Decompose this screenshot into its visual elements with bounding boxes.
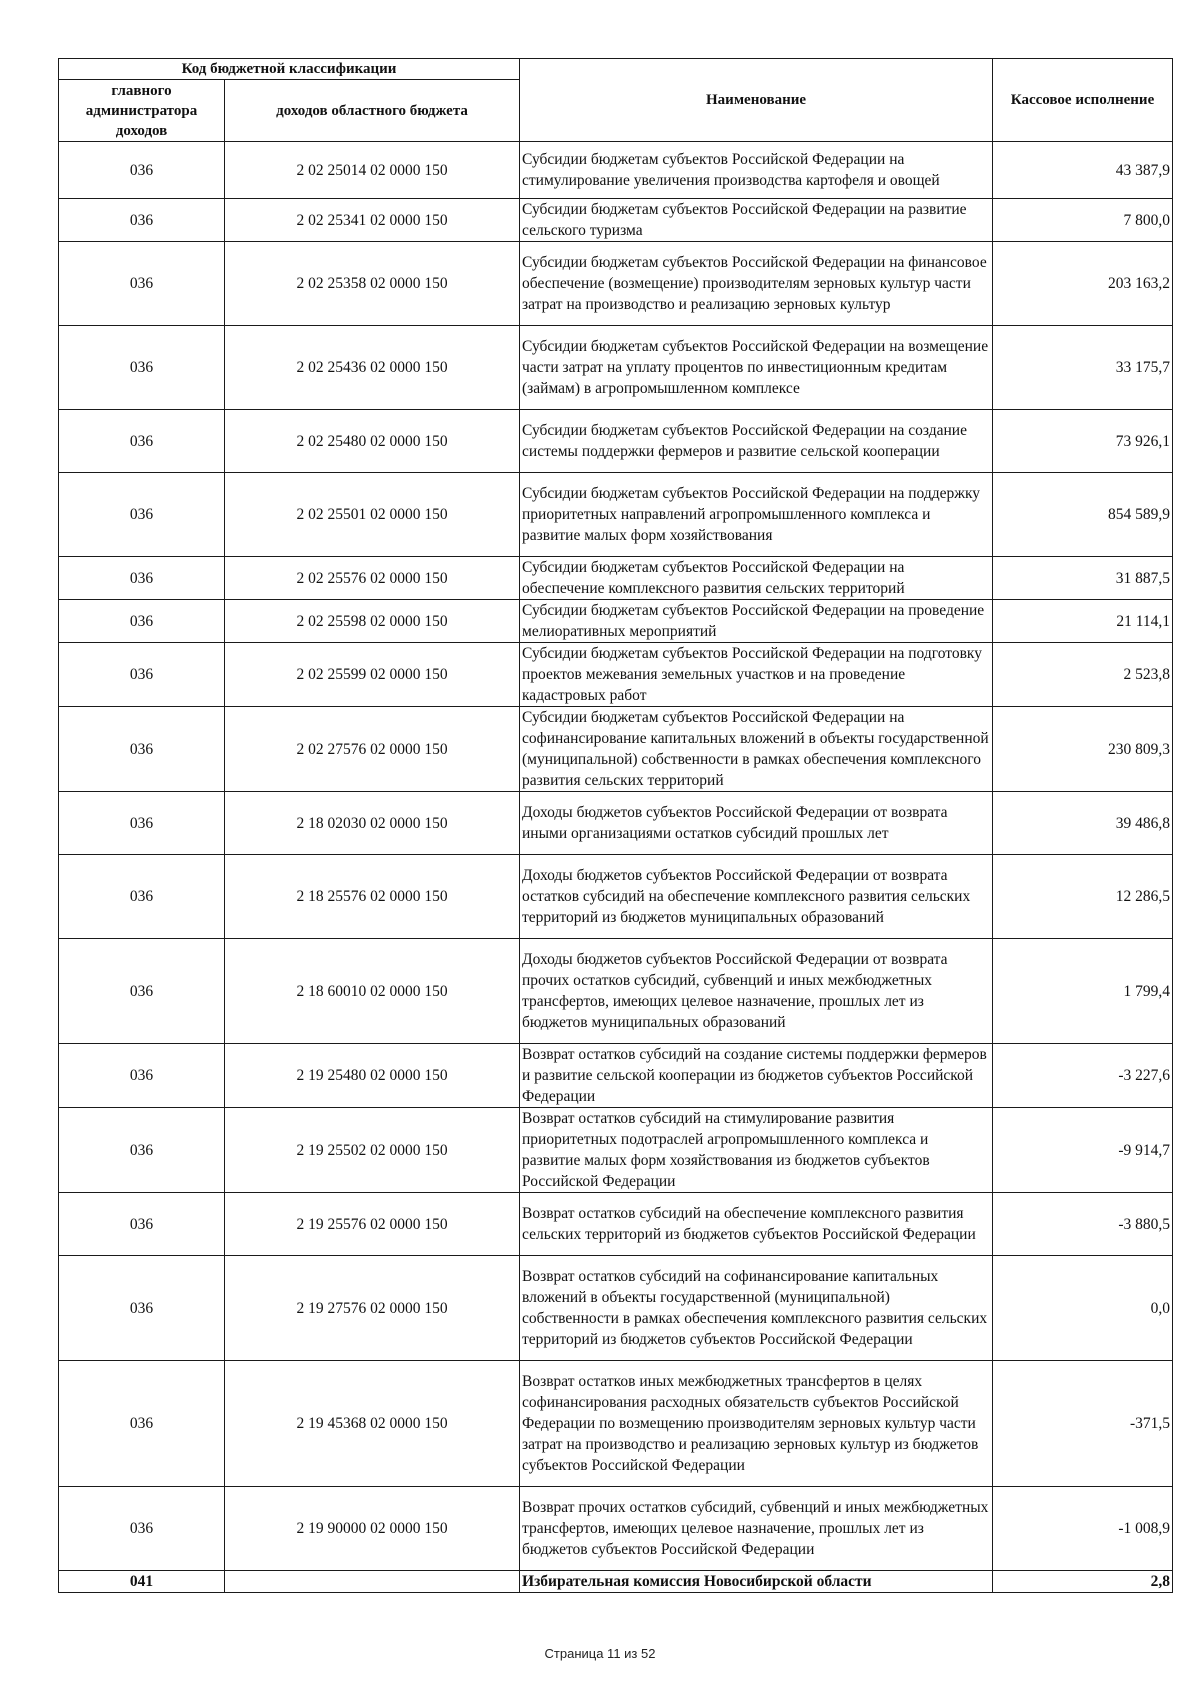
cell-admin-code: 036 [59, 142, 225, 199]
cell-amount: 203 163,2 [993, 242, 1173, 326]
cell-budget-code: 2 19 25480 02 0000 150 [225, 1044, 520, 1108]
table-row [59, 1256, 1173, 1361]
cell-budget-code: 2 19 25502 02 0000 150 [225, 1108, 520, 1193]
table-row [59, 939, 1173, 1044]
table-row [59, 410, 1173, 473]
cell-name: Субсидии бюджетам субъектов Российской Федерации на подготовку проектов межевания земельных участков и на проведение кадастровых работ [520, 643, 993, 707]
cell-name: Доходы бюджетов субъектов Российской Федерации от возврата остатков субсидий на обеспечение комплексного развития сельских территорий из бюджетов муниципальных образований [520, 855, 993, 939]
cell-amount: 43 387,9 [993, 142, 1173, 199]
cell-amount: -3 880,5 [993, 1193, 1173, 1256]
cell-amount: 12 286,5 [993, 855, 1173, 939]
cell-admin-code: 036 [59, 199, 225, 242]
table-row [59, 855, 1173, 939]
cell-name: Субсидии бюджетам субъектов Российской Федерации на развитие сельского туризма [520, 199, 993, 242]
cell-budget-code: 2 02 25341 02 0000 150 [225, 199, 520, 242]
cell-amount: -1 008,9 [993, 1487, 1173, 1571]
page-footer: Страница 11 из 52 [544, 1646, 656, 1661]
table-row [59, 1571, 1173, 1593]
cell-name: Возврат остатков субсидий на софинансирование капитальных вложений в объекты государственной (муниципальной) собственности в рамках обеспечения комплексного развития сельских территорий из бюджетов субъектов Российской Федерации [520, 1256, 993, 1361]
table-row [59, 473, 1173, 557]
cell-amount: -3 227,6 [993, 1044, 1173, 1108]
cell-budget-code: 2 19 25576 02 0000 150 [225, 1193, 520, 1256]
header-group-title: Код бюджетной классификации [59, 59, 520, 80]
cell-admin-code: 036 [59, 473, 225, 557]
budget-table [58, 58, 1173, 1593]
cell-admin-code: 036 [59, 792, 225, 855]
cell-amount: 7 800,0 [993, 199, 1173, 242]
table-row [59, 326, 1173, 410]
table-row [59, 792, 1173, 855]
table-row [59, 1193, 1173, 1256]
cell-amount: -9 914,7 [993, 1108, 1173, 1193]
cell-amount: 33 175,7 [993, 326, 1173, 410]
document-page [58, 58, 1172, 1593]
cell-budget-code: 2 19 45368 02 0000 150 [225, 1361, 520, 1487]
table-body [59, 142, 1173, 1593]
cell-admin-code: 036 [59, 1487, 225, 1571]
cell-budget-code: 2 18 60010 02 0000 150 [225, 939, 520, 1044]
cell-amount: 31 887,5 [993, 557, 1173, 600]
cell-name: Субсидии бюджетам субъектов Российской Федерации на поддержку приоритетных направлений агропромышленного комплекса и развитие малых форм хозяйствования [520, 473, 993, 557]
cell-admin-code: 036 [59, 326, 225, 410]
cell-amount: 2 523,8 [993, 643, 1173, 707]
table-row [59, 142, 1173, 199]
table-row [59, 707, 1173, 792]
cell-budget-code: 2 02 27576 02 0000 150 [225, 707, 520, 792]
cell-admin-code: 036 [59, 1108, 225, 1193]
header-admin: главного администратора доходов [59, 80, 225, 142]
cell-name: Возврат остатков иных межбюджетных трансфертов в целях софинансирования расходных обязательств субъектов Российской Федерации по возмещению производителям зерновых культур части затрат на производство и реализацию зерновых культур из бюджетов субъектов Российской Федерации [520, 1361, 993, 1487]
table-row [59, 600, 1173, 643]
cell-name: Субсидии бюджетам субъектов Российской Федерации на возмещение части затрат на уплату процентов по инвестиционным кредитам (займам) в агропромышленном комплексе [520, 326, 993, 410]
cell-name: Субсидии бюджетам субъектов Российской Федерации на софинансирование капитальных вложений в объекты государственной (муниципальной) собственности в рамках обеспечения комплексного развития сельских территорий [520, 707, 993, 792]
cell-budget-code [225, 1571, 520, 1593]
table-row [59, 643, 1173, 707]
cell-name: Возврат остатков субсидий на обеспечение комплексного развития сельских территорий из бюджетов субъектов Российской Федерации [520, 1193, 993, 1256]
cell-name: Субсидии бюджетам субъектов Российской Федерации на стимулирование увеличения производства картофеля и овощей [520, 142, 993, 199]
cell-admin-code: 036 [59, 643, 225, 707]
cell-name: Избирательная комиссия Новосибирской области [520, 1571, 993, 1593]
cell-admin-code: 036 [59, 1044, 225, 1108]
table-row [59, 242, 1173, 326]
cell-budget-code: 2 02 25436 02 0000 150 [225, 326, 520, 410]
cell-budget-code: 2 02 25576 02 0000 150 [225, 557, 520, 600]
cell-admin-code: 036 [59, 242, 225, 326]
cell-amount: 21 114,1 [993, 600, 1173, 643]
cell-name: Субсидии бюджетам субъектов Российской Федерации на финансовое обеспечение (возмещение) производителям зерновых культур части затрат на производство и реализацию зерновых культур [520, 242, 993, 326]
cell-budget-code: 2 02 25598 02 0000 150 [225, 600, 520, 643]
cell-budget-code: 2 02 25599 02 0000 150 [225, 643, 520, 707]
cell-amount: 1 799,4 [993, 939, 1173, 1044]
table-row [59, 1361, 1173, 1487]
table-row [59, 1487, 1173, 1571]
cell-name: Субсидии бюджетам субъектов Российской Федерации на обеспечение комплексного развития сельских территорий [520, 557, 993, 600]
cell-admin-code: 036 [59, 410, 225, 473]
cell-amount: 854 589,9 [993, 473, 1173, 557]
table-row [59, 199, 1173, 242]
cell-admin-code: 036 [59, 1361, 225, 1487]
header-name: Наименование [520, 59, 993, 142]
cell-admin-code: 036 [59, 1193, 225, 1256]
table-row [59, 1108, 1173, 1193]
cell-admin-code: 036 [59, 855, 225, 939]
cell-name: Субсидии бюджетам субъектов Российской Федерации на проведение мелиоративных мероприятий [520, 600, 993, 643]
cell-budget-code: 2 02 25358 02 0000 150 [225, 242, 520, 326]
cell-admin-code: 036 [59, 1256, 225, 1361]
header-amount: Кассовое исполнение [993, 59, 1173, 142]
cell-name: Доходы бюджетов субъектов Российской Федерации от возврата иными организациями остатков субсидий прошлых лет [520, 792, 993, 855]
cell-amount: 0,0 [993, 1256, 1173, 1361]
cell-budget-code: 2 19 90000 02 0000 150 [225, 1487, 520, 1571]
header-code: доходов областного бюджета [225, 80, 520, 142]
cell-name: Доходы бюджетов субъектов Российской Федерации от возврата прочих остатков субсидий, субвенций и иных межбюджетных трансфертов, имеющих целевое назначение, прошлых лет из бюджетов муниципальных образований [520, 939, 993, 1044]
cell-budget-code: 2 02 25501 02 0000 150 [225, 473, 520, 557]
cell-admin-code: 041 [59, 1571, 225, 1593]
cell-admin-code: 036 [59, 707, 225, 792]
table-row [59, 1044, 1173, 1108]
cell-budget-code: 2 18 02030 02 0000 150 [225, 792, 520, 855]
cell-admin-code: 036 [59, 600, 225, 643]
cell-amount: 2,8 [993, 1571, 1173, 1593]
cell-budget-code: 2 02 25480 02 0000 150 [225, 410, 520, 473]
cell-amount: 230 809,3 [993, 707, 1173, 792]
cell-name: Возврат остатков субсидий на создание системы поддержки фермеров и развитие сельской кооперации из бюджетов субъектов Российской Федерации [520, 1044, 993, 1108]
cell-admin-code: 036 [59, 557, 225, 600]
cell-amount: -371,5 [993, 1361, 1173, 1487]
cell-budget-code: 2 18 25576 02 0000 150 [225, 855, 520, 939]
cell-budget-code: 2 19 27576 02 0000 150 [225, 1256, 520, 1361]
table-row [59, 557, 1173, 600]
cell-name: Возврат прочих остатков субсидий, субвенций и иных межбюджетных трансфертов, имеющих целевое назначение, прошлых лет из бюджетов субъектов Российской Федерации [520, 1487, 993, 1571]
cell-budget-code: 2 02 25014 02 0000 150 [225, 142, 520, 199]
cell-amount: 73 926,1 [993, 410, 1173, 473]
cell-name: Возврат остатков субсидий на стимулирование развития приоритетных подотраслей агропромышленного комплекса и развитие малых форм хозяйствования из бюджетов субъектов Российской Федерации [520, 1108, 993, 1193]
cell-admin-code: 036 [59, 939, 225, 1044]
cell-amount: 39 486,8 [993, 792, 1173, 855]
cell-name: Субсидии бюджетам субъектов Российской Федерации на создание системы поддержки фермеров и развитие сельской кооперации [520, 410, 993, 473]
